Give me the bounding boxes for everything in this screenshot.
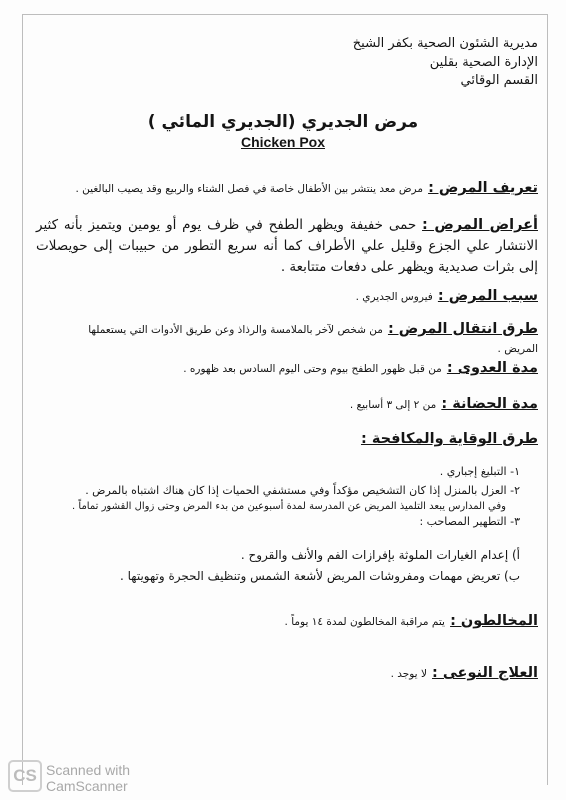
prevention-label: طرق الوقاية والمكافحة : [360, 431, 538, 447]
prevention-item-3: ٣- التطهير المصاحب : [419, 515, 520, 528]
treatment-section [60, 662, 538, 681]
transmission-label: طرق انتقال المرض : [387, 321, 538, 337]
incubation-section [60, 393, 538, 412]
header-administration: الإدارة الصحية بقلين [429, 55, 538, 70]
cause-section [60, 285, 538, 304]
treatment-label: العلاج النوعى : [432, 665, 538, 681]
prevention-item-2: ٢- العزل بالمنزل إذا كان التشخيص مؤكداً وفي مستشفي الحميات إذا كان هناك اشتباه بالمرض . [85, 484, 520, 497]
transmission-text: من شخص لآخر بالملامسة والرذاذ وعن طريق الأدوات التي يستعملها المريض . [88, 324, 538, 355]
watermark-line-2: CamScanner [46, 778, 128, 794]
header-directorate: مديرية الشئون الصحية بكفر الشيخ [352, 36, 538, 51]
prevention-sub-item-b: ب) تعريض مهمات ومفروشات المريض لأشعة الشمس وتنظيف الحجرة وتهويتها . [120, 569, 520, 583]
cause-label: سبب المرض : [437, 288, 538, 304]
definition-label: تعريف المرض : [428, 180, 538, 196]
treatment-text: لا يوجد . [390, 668, 427, 680]
contacts-section [60, 610, 538, 629]
contacts-text: يتم مراقبة المخالطون لمدة ١٤ يوماً . [284, 616, 445, 628]
watermark-line-1: Scanned with [46, 762, 131, 778]
symptoms-label: أعراض المرض : [422, 217, 538, 233]
contagion-label: مدة العدوى : [446, 360, 538, 376]
definition-section [60, 177, 538, 196]
camscanner-logo-icon: CS [8, 760, 42, 792]
header-department: القسم الوقائي [460, 73, 538, 88]
symptoms-section [36, 215, 538, 278]
symptoms-text: حمى خفيفة ويظهر الطفح في ظرف يوم أو يومين ويتميز بأنه كثير الانتشار علي الجزع وقليل علي الأطراف كما أنه سريع التطور من حبيبات إلى حويصلات إلى بثرات صديدية ويظهر على دفعات متتابعة . [36, 217, 538, 275]
cause-text: فيروس الجديري . [355, 291, 433, 303]
title-arabic: مرض الجديري (الجديري المائي ) [147, 112, 419, 132]
contacts-label: المخالطون : [450, 613, 538, 629]
camscanner-watermark [46, 762, 130, 794]
prevention-section [60, 428, 538, 447]
incubation-text: من ٢ إلى ٣ أسابيع . [349, 399, 437, 411]
contagion-text: من قبل ظهور الطفح بيوم وحتى اليوم السادس بعد ظهوره . [183, 363, 442, 375]
incubation-label: مدة الحضانة : [441, 396, 538, 412]
title-english: Chicken Pox [240, 134, 326, 150]
prevention-note: وفي المدارس يبعد التلميذ المريض عن المدرسة لمدة أسبوعين من بدء المرض وحتى زوال القشور تماماً . [72, 501, 506, 512]
transmission-section [60, 318, 538, 356]
prevention-sub-item-a: أ) إعدام الغيارات الملوثة بإفرازات الفم والأنف والقروح . [240, 548, 520, 562]
definition-text: مرض معد ينتشر بين الأطفال خاصة في فصل الشتاء والربيع وقد يصيب البالغين . [75, 183, 423, 195]
contagion-section [60, 357, 538, 376]
prevention-item-1: ١- التبليغ إجباري . [439, 465, 520, 478]
